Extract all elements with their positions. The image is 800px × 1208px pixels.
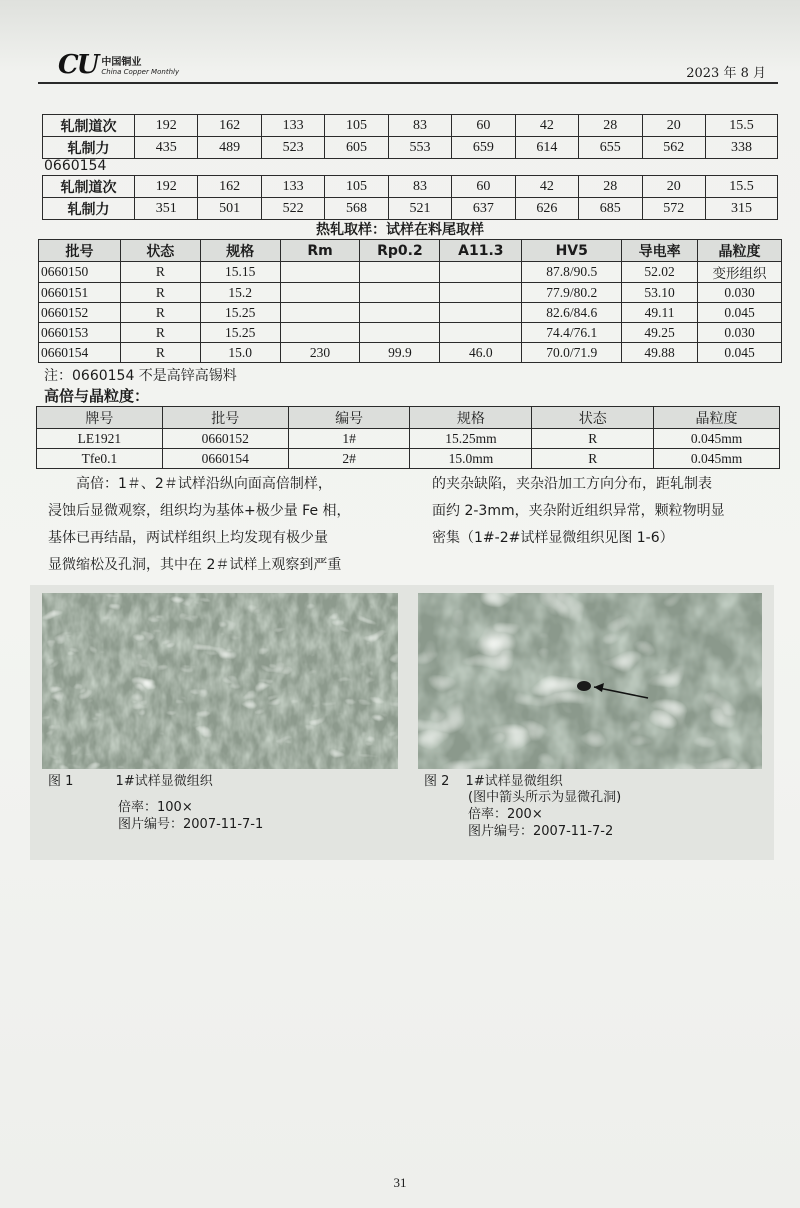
micrograph-figure-1 <box>42 593 398 769</box>
force-cell: 568 <box>325 198 388 220</box>
force-cell: 655 <box>579 137 642 159</box>
table-cell: R <box>120 283 200 303</box>
table-cell: 1# <box>288 429 410 449</box>
force-cell: 553 <box>388 137 451 159</box>
pass-cell: 83 <box>388 115 451 137</box>
column-header: HV5 <box>522 240 622 262</box>
body-text-line: 浸蚀后显微观察，组织均为基体+极少量 Fe 相， <box>48 503 351 519</box>
table-cell: 49.25 <box>622 323 698 343</box>
figure-1-details <box>118 799 263 833</box>
table-cell: 0.045mm <box>654 429 780 449</box>
table-cell: 15.15 <box>200 262 280 283</box>
force-cell: 614 <box>515 137 578 159</box>
table-cell <box>440 323 522 343</box>
force-cell: 659 <box>452 137 515 159</box>
table-cell: Tfe0.1 <box>37 449 163 469</box>
body-text-line: 显微缩松及孔洞，其中在 2＃试样上观察到严重 <box>48 557 342 573</box>
magnification-table <box>36 406 780 469</box>
force-cell: 637 <box>452 198 515 220</box>
force-cell: 685 <box>579 198 642 220</box>
pass-cell: 20 <box>642 115 705 137</box>
force-cell: 435 <box>135 137 198 159</box>
pass-cell: 192 <box>135 176 198 198</box>
table-cell: 0660153 <box>39 323 121 343</box>
table-cell: 15.25mm <box>410 429 532 449</box>
figure-2-details <box>468 789 621 840</box>
table-cell: LE1921 <box>37 429 163 449</box>
issue-date: 2023 年 8 月 <box>686 66 766 81</box>
table-cell <box>360 283 440 303</box>
column-header: 导电率 <box>622 240 698 262</box>
row-label: 轧制力 <box>43 137 135 159</box>
row-label: 轧制道次 <box>43 176 135 198</box>
table-cell: 82.6/84.6 <box>522 303 622 323</box>
figure-2-line: (图中箭头所示为显微孔洞) <box>468 790 622 805</box>
table-row <box>43 137 778 159</box>
table-cell: 变形组织 <box>698 262 782 283</box>
table-cell: 15.25 <box>200 303 280 323</box>
table-row <box>39 283 782 303</box>
table-cell: R <box>120 323 200 343</box>
logo-chinese-name: 中国铜业 <box>101 57 142 68</box>
table-cell: 0.045 <box>698 303 782 323</box>
pass-cell: 105 <box>325 176 388 198</box>
table-cell: 53.10 <box>622 283 698 303</box>
table-row <box>37 429 780 449</box>
figure-1-title: 1#试样显微组织 <box>115 774 213 789</box>
force-cell: 338 <box>705 137 777 159</box>
table-cell <box>440 303 522 323</box>
table-cell: 15.0 <box>200 343 280 363</box>
table-row <box>39 303 782 323</box>
table-cell: 46.0 <box>440 343 522 363</box>
table-cell: R <box>532 449 654 469</box>
pass-cell: 162 <box>198 176 261 198</box>
table-cell: 0.030 <box>698 283 782 303</box>
body-right-column <box>432 471 772 552</box>
table-row <box>43 198 778 220</box>
table-cell: 230 <box>280 343 360 363</box>
force-cell: 489 <box>198 137 261 159</box>
table-cell: 0660152 <box>162 429 288 449</box>
pass-cell: 83 <box>388 176 451 198</box>
journal-logo <box>58 50 179 80</box>
column-header: 批号 <box>39 240 121 262</box>
table-cell: 0.045mm <box>654 449 780 469</box>
column-header: 规格 <box>200 240 280 262</box>
table-row <box>39 323 782 343</box>
table-header-row <box>37 407 780 429</box>
table-cell <box>280 323 360 343</box>
table-row <box>37 449 780 469</box>
table-cell <box>440 262 522 283</box>
table-cell <box>280 283 360 303</box>
force-cell: 572 <box>642 198 705 220</box>
page-header <box>38 50 778 84</box>
pass-cell: 60 <box>452 115 515 137</box>
force-cell: 626 <box>515 198 578 220</box>
figure-1-caption <box>48 773 213 790</box>
body-text-line: 密集（1#-2#试样显微组织见图 1-6） <box>432 530 674 546</box>
pass-cell: 20 <box>642 176 705 198</box>
table-cell: 0660152 <box>39 303 121 323</box>
force-cell: 521 <box>388 198 451 220</box>
pass-cell: 60 <box>452 176 515 198</box>
pass-cell: 42 <box>515 176 578 198</box>
table-cell: 52.02 <box>622 262 698 283</box>
body-text-line: 的夹杂缺陷，夹杂沿加工方向分布，距轧制表 <box>432 476 712 492</box>
force-cell: 315 <box>705 198 777 220</box>
table-cell: R <box>532 429 654 449</box>
table-cell: 77.9/80.2 <box>522 283 622 303</box>
micrograph-figure-2 <box>418 593 762 769</box>
table-cell: 49.11 <box>622 303 698 323</box>
hot-rolled-table <box>38 239 782 363</box>
force-cell: 501 <box>198 198 261 220</box>
logo-mark: CU <box>58 50 98 80</box>
table-cell: 0.045 <box>698 343 782 363</box>
page-number: 31 <box>393 1175 407 1190</box>
pass-cell: 105 <box>325 115 388 137</box>
force-cell: 522 <box>261 198 324 220</box>
pass-cell: 15.5 <box>705 115 777 137</box>
table-cell <box>280 303 360 323</box>
table-cell: 0660150 <box>39 262 121 283</box>
column-header: 批号 <box>162 407 288 429</box>
row-label: 轧制力 <box>43 198 135 220</box>
column-header: 牌号 <box>37 407 163 429</box>
force-cell: 605 <box>325 137 388 159</box>
pass-cell: 162 <box>198 115 261 137</box>
body-text-line: 面约 2-3mm，夹杂附近组织异常，颗粒物明显 <box>432 503 725 519</box>
pass-cell: 28 <box>579 115 642 137</box>
body-left-column <box>48 471 388 579</box>
body-text-line: 基体已再结晶，两试样组织上均发现有极少量 <box>48 530 328 546</box>
force-cell: 523 <box>261 137 324 159</box>
table-cell: 70.0/71.9 <box>522 343 622 363</box>
table-cell: 0660154 <box>39 343 121 363</box>
batch-label: 0660154 <box>44 158 107 174</box>
column-header: 状态 <box>532 407 654 429</box>
table-cell: 0660151 <box>39 283 121 303</box>
figure-2-title: 1#试样显微组织 <box>465 774 563 789</box>
table-cell: 0.030 <box>698 323 782 343</box>
table-cell <box>440 283 522 303</box>
rolling-table-2 <box>42 175 778 220</box>
table-cell: 74.4/76.1 <box>522 323 622 343</box>
table-cell: 2# <box>288 449 410 469</box>
row-label: 轧制道次 <box>43 115 135 137</box>
magnification-title: 高倍与晶粒度： <box>44 387 150 405</box>
table-header-row <box>39 240 782 262</box>
figure-2-label: 图 2 <box>424 774 450 789</box>
table-cell: R <box>120 262 200 283</box>
column-header: Rp0.2 <box>360 240 440 262</box>
table-cell <box>360 262 440 283</box>
figure-1-label: 图 1 <box>48 774 74 789</box>
table-cell: 15.0mm <box>410 449 532 469</box>
pass-cell: 133 <box>261 115 324 137</box>
table-cell: 15.2 <box>200 283 280 303</box>
figure-1-line: 倍率：100× <box>118 800 193 815</box>
column-header: 晶粒度 <box>654 407 780 429</box>
table-cell <box>280 262 360 283</box>
column-header: 编号 <box>288 407 410 429</box>
pass-cell: 15.5 <box>705 176 777 198</box>
column-header: 规格 <box>410 407 532 429</box>
force-cell: 562 <box>642 137 705 159</box>
column-header: Rm <box>280 240 360 262</box>
table-row <box>39 343 782 363</box>
table-cell <box>360 303 440 323</box>
table-cell: 0660154 <box>162 449 288 469</box>
figure-2-caption <box>424 773 563 790</box>
pore-spot <box>577 681 591 691</box>
table-row <box>39 262 782 283</box>
figure-2-line: 图片编号：2007-11-7-2 <box>468 824 614 839</box>
figure-area <box>30 585 774 860</box>
force-cell: 351 <box>135 198 198 220</box>
pass-cell: 133 <box>261 176 324 198</box>
rolling-table-1 <box>42 114 778 159</box>
column-header: 状态 <box>120 240 200 262</box>
table-cell: 49.88 <box>622 343 698 363</box>
table-cell: R <box>120 343 200 363</box>
pass-cell: 192 <box>135 115 198 137</box>
table-cell: 15.25 <box>200 323 280 343</box>
table-row <box>43 176 778 198</box>
figure-1-line: 图片编号：2007-11-7-1 <box>118 817 264 832</box>
table-cell <box>360 323 440 343</box>
figure-2-line: 倍率：200× <box>468 807 543 822</box>
pass-cell: 28 <box>579 176 642 198</box>
logo-english-name: China Copper Monthly <box>101 68 180 76</box>
table-cell: 87.8/90.5 <box>522 262 622 283</box>
table-cell: 99.9 <box>360 343 440 363</box>
hot-rolled-title: 热轧取样：试样在料尾取样 <box>316 222 484 238</box>
table-note: 注：0660154 不是高锌高锡料 <box>44 368 237 384</box>
pass-cell: 42 <box>515 115 578 137</box>
body-text-line: 高倍：1＃、2＃试样沿纵向面高倍制样， <box>76 476 332 492</box>
column-header: 晶粒度 <box>698 240 782 262</box>
column-header: A11.3 <box>440 240 522 262</box>
table-row <box>43 115 778 137</box>
table-cell: R <box>120 303 200 323</box>
